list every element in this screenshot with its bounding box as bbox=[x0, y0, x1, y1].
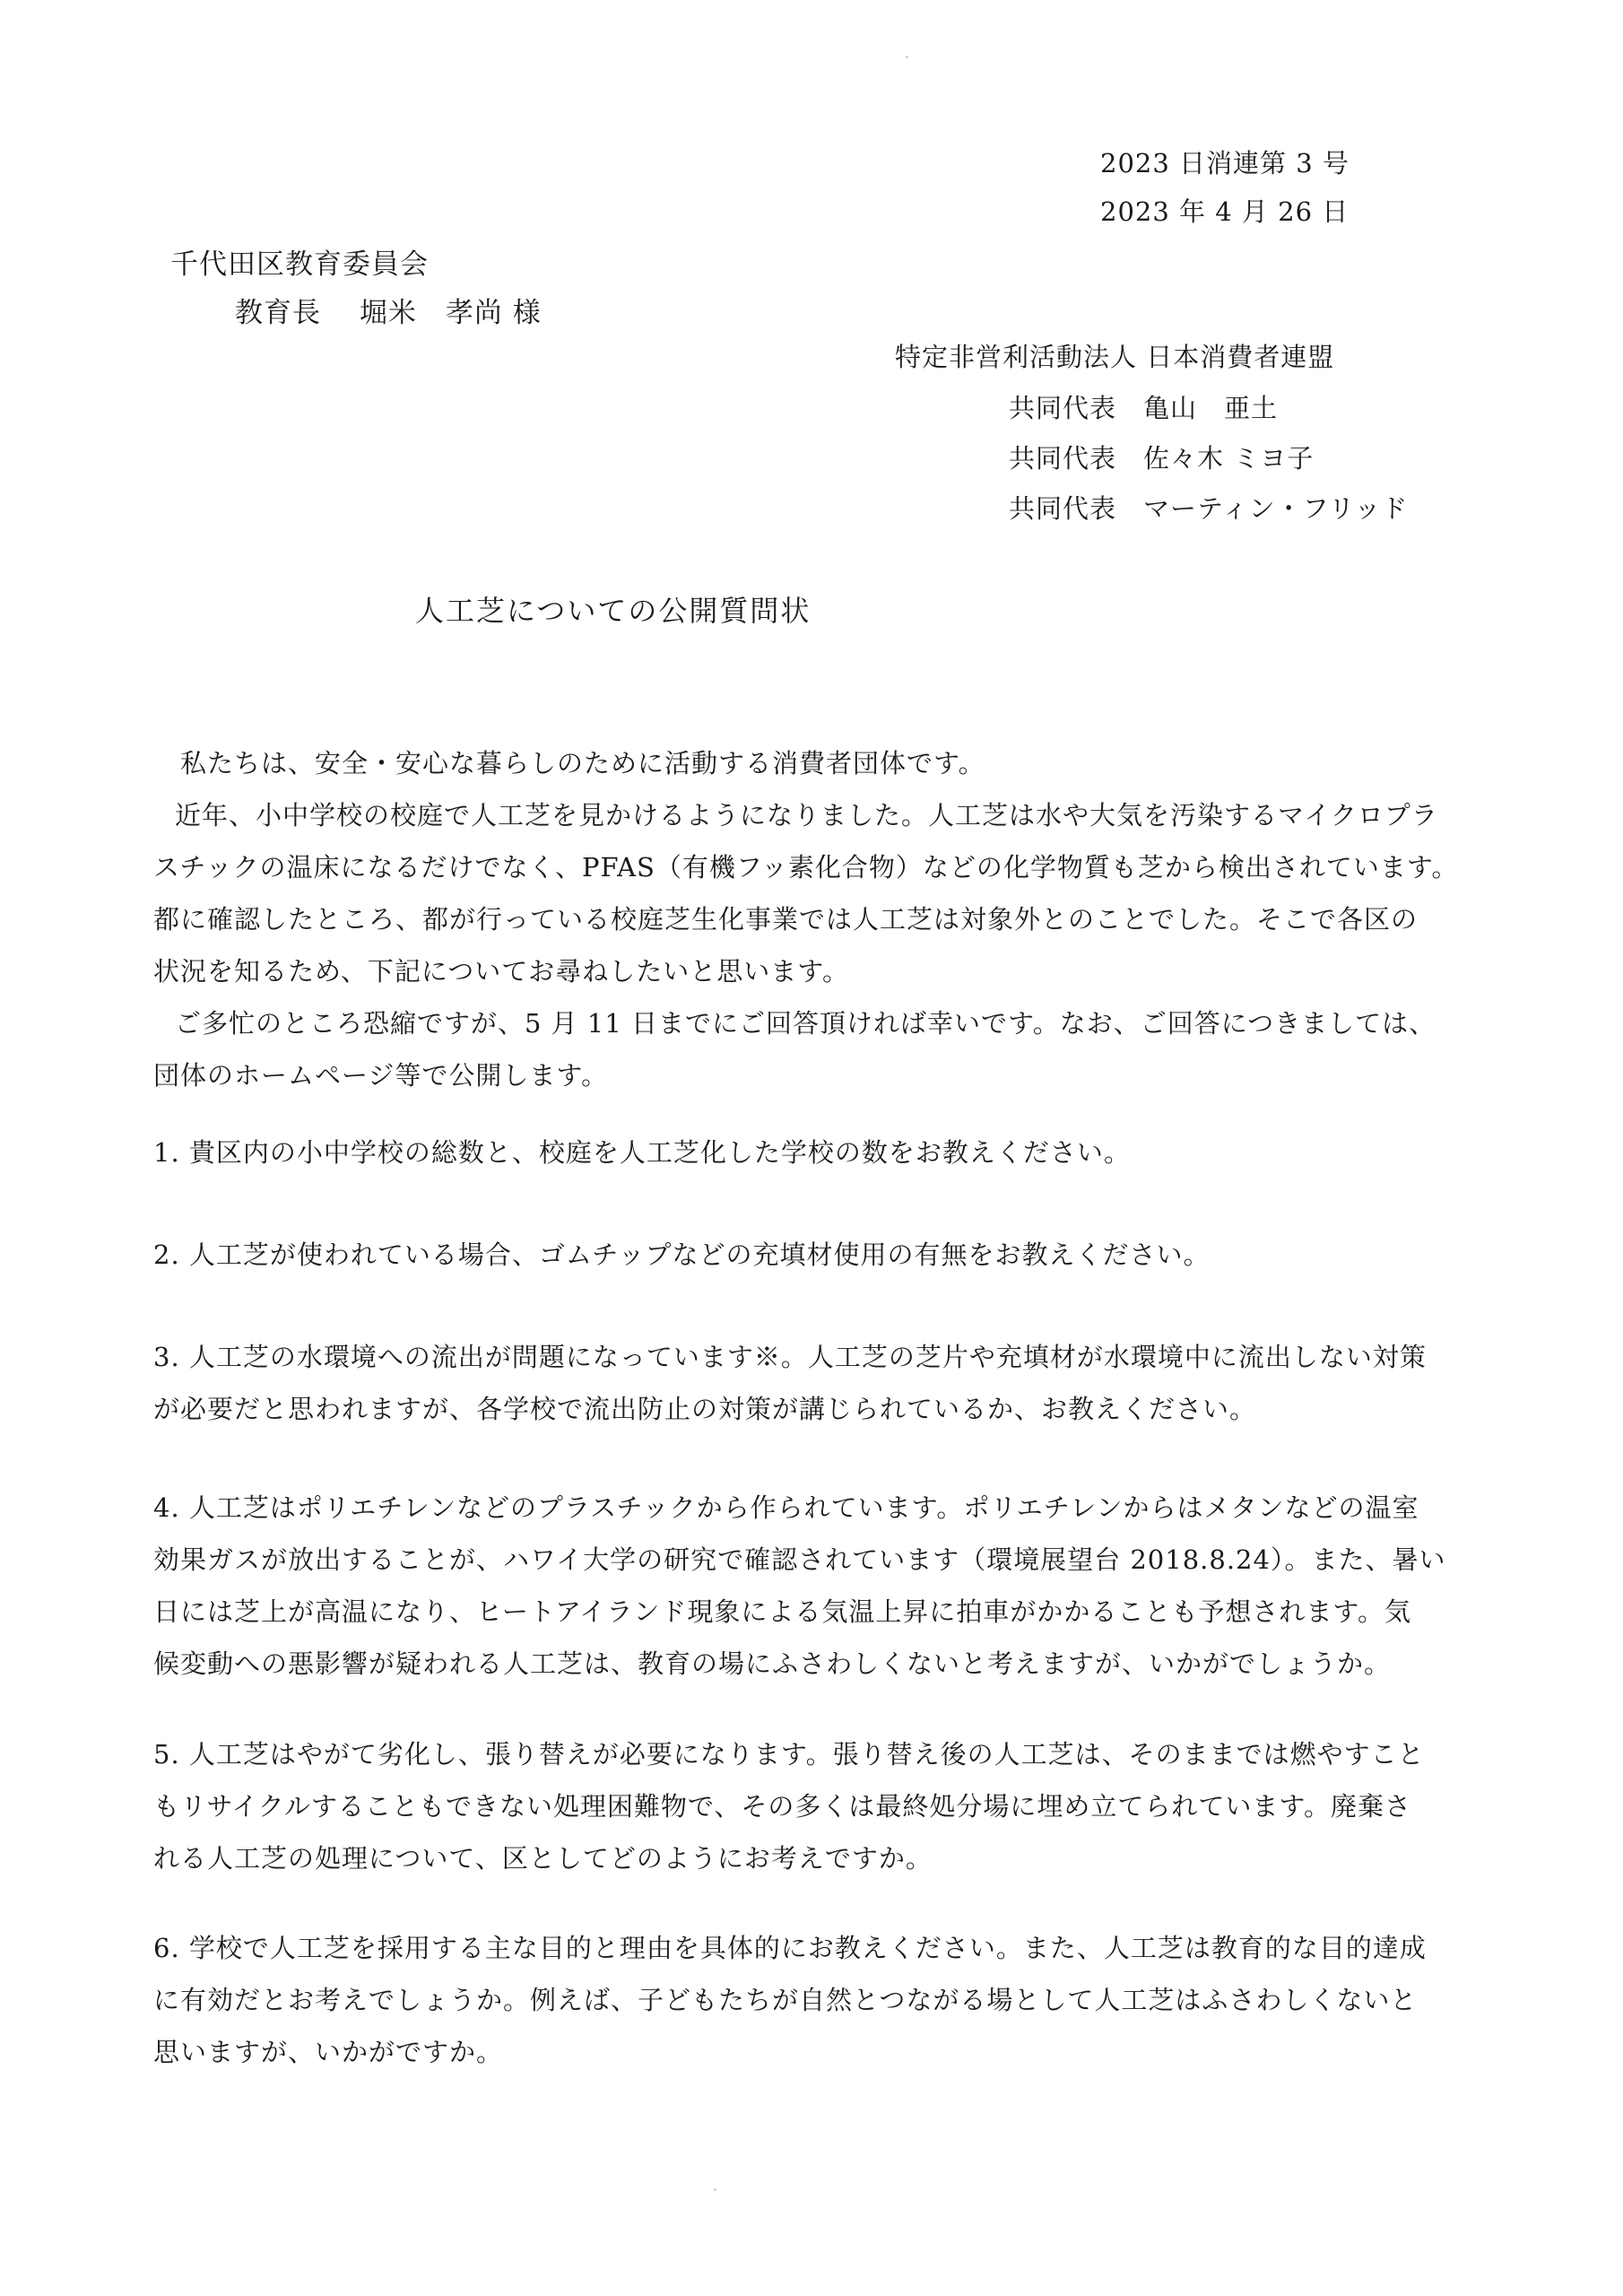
question-line: もリサイクルすることもできない処理困難物で、その多くは最終処分場に埋め立てられています。廃棄さ bbox=[153, 1791, 1412, 1822]
document-title: 人工芝についての公開質問状 bbox=[415, 594, 812, 628]
intro-line: 都に確認したところ、都が行っている校庭芝生化事業では人工芝は対象外とのことでした。そこで各区の bbox=[153, 904, 1419, 935]
question-line: 効果ガスが放出することが、ハワイ大学の研究で確認されています（環境展望台 2018.8.24）。また、暑い bbox=[153, 1544, 1446, 1575]
question-line: 2. 人工芝が使われている場合、ゴムチップなどの充填材使用の有無をお教えください。 bbox=[153, 1239, 1211, 1270]
sender-representative: 共同代表 亀山 亜土 bbox=[1009, 393, 1279, 423]
question-3 bbox=[153, 1331, 1427, 1435]
question-line: に有効だとお考えでしょうか。例えば、子どもたちが自然とつながる場として人工芝はふさわしくないと bbox=[153, 1985, 1418, 2015]
question-line: 日には芝上が高温になり、ヒートアイランド現象による気温上昇に拍車がかかることも予想されます。気 bbox=[153, 1596, 1412, 1627]
question-line: が必要だと思われますが、各学校で流出防止の対策が講じられているか、お教えください。 bbox=[153, 1394, 1257, 1424]
intro-line: ご多忙のところ恐縮ですが、5 月 11 日までにご回答頂ければ幸いです。なお、ご回答につきましては、 bbox=[175, 1008, 1436, 1039]
document-date: 2023 年 4 月 26 日 bbox=[1100, 196, 1350, 227]
scan-speck bbox=[906, 56, 908, 58]
question-line: 6. 学校で人工芝を採用する主な目的と理由を具体的にお教えください。また、人工芝は教育的な目的達成 bbox=[153, 1933, 1427, 1963]
question-line: 4. 人工芝はポリエチレンなどのプラスチックから作られています。ポリエチレンからはメタンなどの温室 bbox=[153, 1492, 1419, 1523]
question-4 bbox=[153, 1482, 1445, 1690]
intro-paragraph bbox=[153, 737, 1459, 1101]
question-line: 思いますが、いかがですか。 bbox=[153, 2037, 504, 2067]
question-5 bbox=[153, 1728, 1425, 1884]
question-line: れる人工芝の処理について、区としてどのようにお考えですか。 bbox=[153, 1843, 933, 1874]
intro-line: 団体のホームページ等で公開します。 bbox=[153, 1060, 609, 1091]
question-line: 5. 人工芝はやがて劣化し、張り替えが必要になります。張り替え後の人工芝は、そのままでは燃やすこと bbox=[153, 1739, 1425, 1770]
question-line: 1. 貴区内の小中学校の総数と、校庭を人工芝化した学校の数をお教えください。 bbox=[153, 1137, 1131, 1168]
question-line: 3. 人工芝の水環境への流出が問題になっています※。人工芝の芝片や充填材が水環境中に流出しない対策 bbox=[153, 1342, 1427, 1372]
intro-line: スチックの温床になるだけでなく、PFAS（有機フッ素化合物）などの化学物質も芝から検出されています。 bbox=[153, 852, 1459, 883]
intro-line: 私たちは、安全・安心な暮らしのために活動する消費者団体です。 bbox=[153, 748, 985, 778]
sender-organization: 特定非営利活動法人 日本消費者連盟 bbox=[895, 342, 1335, 372]
question-line: 候変動への悪影響が疑われる人工芝は、教育の場にふさわしくないと考えますが、いかがでしょうか。 bbox=[153, 1648, 1392, 1679]
question-1 bbox=[153, 1126, 1131, 1178]
scan-speck bbox=[714, 2188, 716, 2191]
intro-line: 近年、小中学校の校庭で人工芝を見かけるようになりました。人工芝は水や大気を汚染するマイクロプラ bbox=[175, 800, 1438, 831]
document-number: 2023 日消連第 3 号 bbox=[1100, 148, 1350, 178]
question-2 bbox=[153, 1229, 1210, 1281]
question-6 bbox=[153, 1922, 1427, 2078]
intro-line: 状況を知るため、下記についてお尋ねしたいと思います。 bbox=[153, 956, 849, 987]
sender-representative: 共同代表 マーティン・フリッド bbox=[1009, 493, 1409, 524]
recipient-person: 教育長 堀米 孝尚 様 bbox=[235, 297, 542, 329]
sender-representative: 共同代表 佐々木 ミヨ子 bbox=[1009, 443, 1315, 474]
recipient-organization: 千代田区教育委員会 bbox=[170, 248, 429, 281]
